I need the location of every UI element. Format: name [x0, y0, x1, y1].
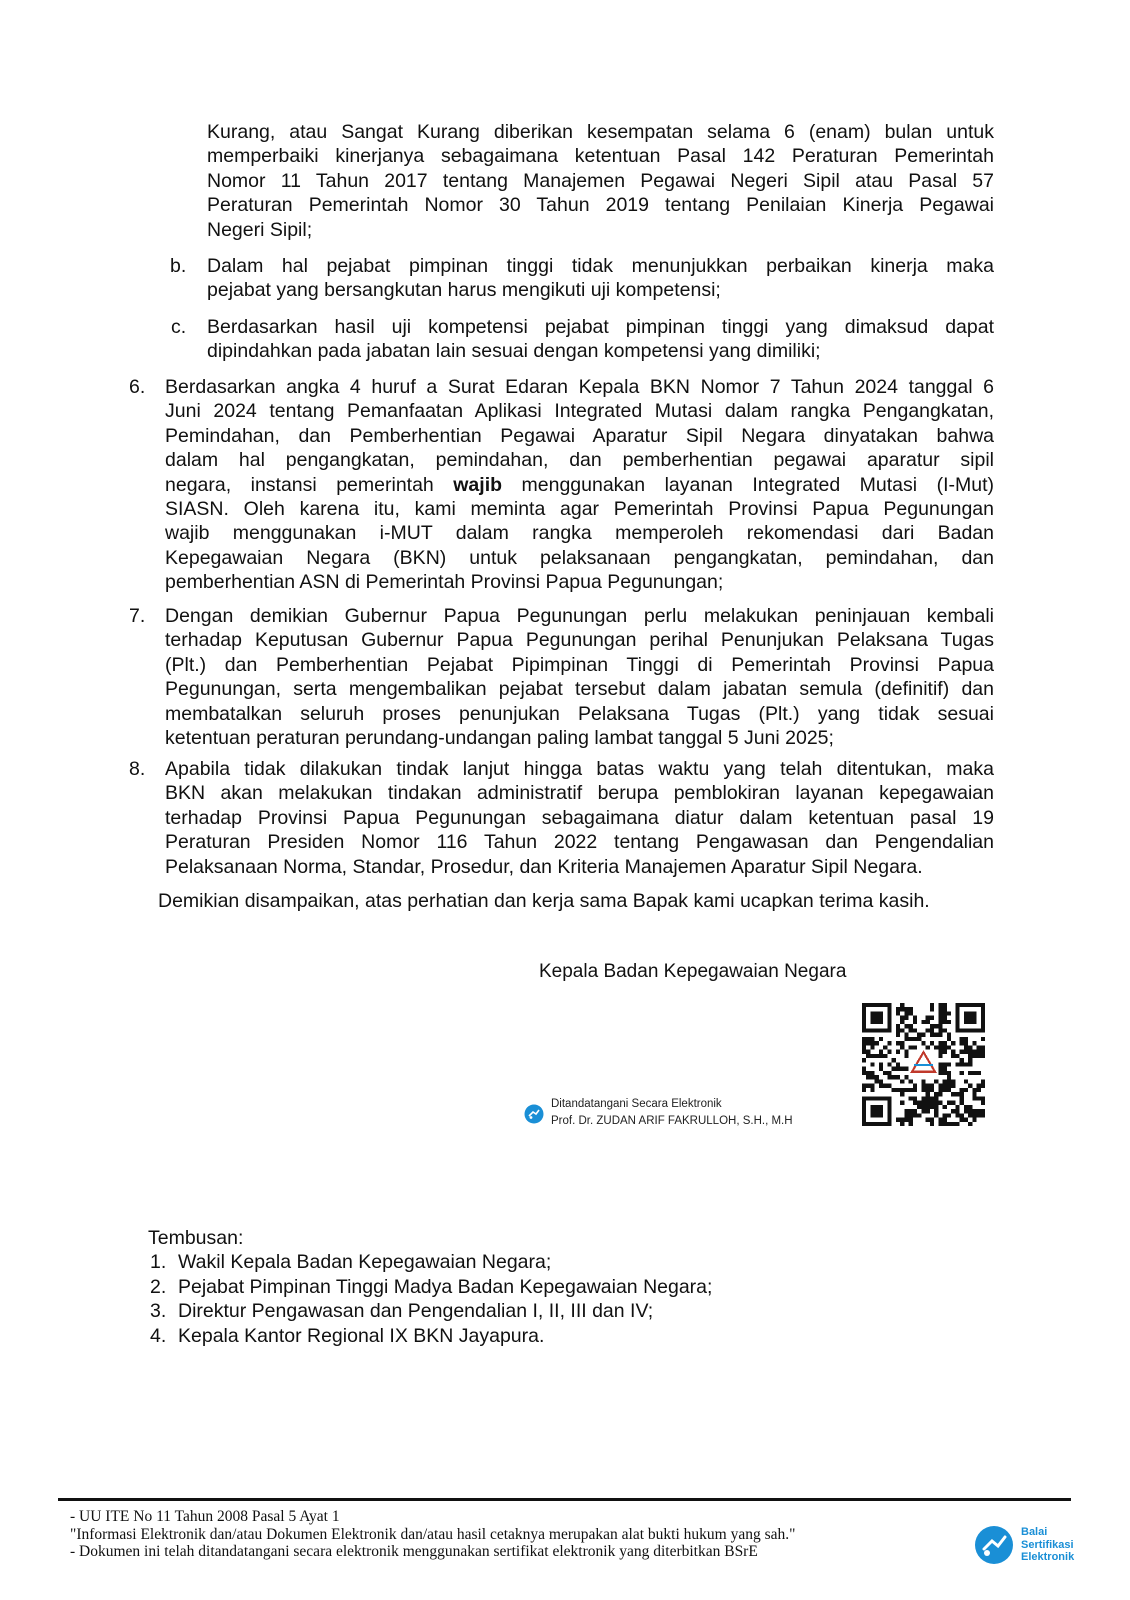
text-line: (Plt.) dan Pemberhentian Pejabat Pipimpinan Tinggi di Pemerintah Provinsi Papua [165, 653, 994, 676]
esign-label: Ditandatangani Secara Elektronik [551, 1098, 722, 1110]
text-line: pemberhentian ASN di Pemerintah Provinsi Papua Pegunungan; [165, 571, 724, 594]
list-item [150, 1299, 712, 1324]
text-line: Pegunungan, serta mengembalikan pejabat tersebut dalam jabatan semula (definitif) dan [165, 678, 994, 701]
logo-line: Sertifikasi [1021, 1538, 1074, 1551]
list-number: 1. [150, 1251, 167, 1273]
list-item [150, 1324, 712, 1349]
text-segment: menggunakan layanan Integrated Mutasi (I-Mut) [521, 473, 994, 496]
list-marker-6: 6. [129, 376, 146, 398]
text-line: Juni 2024 tentang Pemanfaatan Aplikasi Integrated Mutasi dalam rangka Pengangkatan, [165, 400, 994, 423]
text-line: memperbaiki kinerjanya sebagaimana ketentuan Pasal 142 Peraturan Pemerintah [207, 145, 994, 168]
list-item-6 [165, 375, 994, 595]
signatory-title: Kepala Badan Kepegawaian Negara [539, 961, 847, 982]
list-text: Wakil Kepala Badan Kepegawaian Negara; [178, 1251, 552, 1273]
text-line: Pemindahan, dan Pemberhentian Pegawai Aparatur Sipil Negara dinyatakan bahwa [165, 424, 994, 447]
text-line: Peraturan Presiden Nomor 116 Tahun 2022 tentang Pengawasan dan Pengendalian [165, 831, 994, 854]
text-line: Peraturan Pemerintah Nomor 30 Tahun 2019 tentang Penilaian Kinerja Pegawai [207, 194, 994, 217]
continuation-paragraph [207, 120, 994, 242]
list-number: 4. [150, 1324, 167, 1347]
text-line: Nomor 11 Tahun 2017 tentang Manajemen Pegawai Negeri Sipil atau Pasal 57 [207, 169, 994, 192]
footer-line: - Dokumen ini telah ditandatangani secara elektronik menggunakan sertifikat elektronik yang diterbitkan BSrE [70, 1543, 758, 1560]
text-line: wajib menggunakan i-MUT dalam rangka memperoleh rekomendasi dari Badan [165, 522, 994, 545]
footer-line: - UU ITE No 11 Tahun 2008 Pasal 5 Ayat 1 [70, 1508, 340, 1525]
list-marker-c: c. [171, 316, 187, 338]
list-item [150, 1275, 712, 1300]
text-line: Kurang, atau Sangat Kurang diberikan kesempatan selama 6 (enam) bulan untuk [207, 121, 994, 143]
list-item-8 [165, 757, 994, 879]
text-line: Negeri Sipil; [207, 218, 313, 241]
list-marker-8: 8. [129, 758, 146, 780]
footer-line: "Informasi Elektronik dan/atau Dokumen Elektronik dan/atau hasil cetaknya merupakan alat bukti hukum yang sah." [70, 1525, 796, 1543]
qr-code-icon [862, 1003, 985, 1126]
list-text: Direktur Pengawasan dan Pengendalian I, II, III dan IV; [178, 1300, 654, 1322]
footer-divider [58, 1498, 1071, 1501]
tembusan-list [150, 1250, 712, 1348]
bsre-logo-icon [973, 1524, 1015, 1566]
text-line: BKN akan melakukan tindakan administratif berupa pemblokiran layanan kepegawaian [165, 782, 994, 805]
list-item-7 [165, 604, 994, 750]
list-item-b [207, 254, 994, 303]
list-number: 3. [150, 1300, 167, 1322]
emphasis-wajib: wajib [453, 473, 503, 496]
text-line: terhadap Keputusan Gubernur Papua Pegunungan perihal Penunjukan Pelaksana Tugas [165, 629, 994, 652]
list-text: Pejabat Pimpinan Tinggi Madya Badan Kepegawaian Negara; [178, 1275, 713, 1298]
list-item-c [207, 315, 994, 364]
list-text: Kepala Kantor Regional IX BKN Jayapura. [178, 1324, 545, 1347]
text-line: terhadap Provinsi Papua Pegunungan sebagaimana diatur dalam ketentuan pasal 19 [165, 806, 994, 829]
text-segment: negara, instansi pemerintah [165, 473, 434, 496]
text-line: membatalkan seluruh proses penunjukan Pelaksana Tugas (Plt.) yang tidak sesuai [165, 702, 994, 725]
signer-name: Prof. Dr. ZUDAN ARIF FAKRULLOH, S.H., M.H [551, 1115, 793, 1127]
bsre-seal-icon [524, 1104, 544, 1124]
logo-line: Balai [1021, 1526, 1048, 1538]
text-line: Dengan demikian Gubernur Papua Pegunungan perlu melakukan peninjauan kembali [165, 605, 994, 627]
text-line: Berdasarkan angka 4 huruf a Surat Edaran Kepala BKN Nomor 7 Tahun 2024 tanggal 6 [165, 376, 994, 398]
text-line: ketentuan peraturan perundang-undangan paling lambat tanggal 5 Juni 2025; [165, 727, 834, 750]
text-line: dalam hal pengangkatan, pemindahan, dan pemberhentian pegawai aparatur sipil [165, 449, 994, 472]
text-line: Pelaksanaan Norma, Standar, Prosedur, dan Kriteria Manajemen Aparatur Sipil Negara. [165, 855, 923, 878]
list-marker-7: 7. [129, 605, 146, 627]
text-line: SIASN. Oleh karena itu, kami meminta agar Pemerintah Provinsi Papua Pegunungan [165, 498, 994, 521]
logo-line: Elektronik [1021, 1551, 1075, 1563]
footer-legal-notice [70, 1508, 795, 1561]
list-item [150, 1250, 712, 1275]
text-line-with-bold [165, 473, 994, 497]
closing-sentence: Demikian disampaikan, atas perhatian dan kerja sama Bapak kami ucapkan terima kasih. [158, 890, 930, 912]
text-line: Kepegawaian Negara (BKN) untuk pelaksanaan pengangkatan, pemindahan, dan [165, 546, 994, 569]
text-line: Dalam hal pejabat pimpinan tinggi tidak menunjukkan perbaikan kinerja maka [207, 255, 994, 277]
text-line: Berdasarkan hasil uji kompetensi pejabat pimpinan tinggi yang dimaksud dapat [207, 316, 994, 338]
bsre-logo-text [1021, 1526, 1074, 1564]
tembusan-heading: Tembusan: [148, 1227, 244, 1249]
list-marker-b: b. [170, 255, 187, 277]
text-line: Apabila tidak dilakukan tindak lanjut hingga batas waktu yang telah ditentukan, maka [165, 758, 994, 780]
text-line: dipindahkan pada jabatan lain sesuai dengan kompetensi yang dimiliki; [207, 340, 821, 363]
list-number: 2. [150, 1275, 167, 1298]
text-line: pejabat yang bersangkutan harus mengikuti uji kompetensi; [207, 279, 721, 302]
